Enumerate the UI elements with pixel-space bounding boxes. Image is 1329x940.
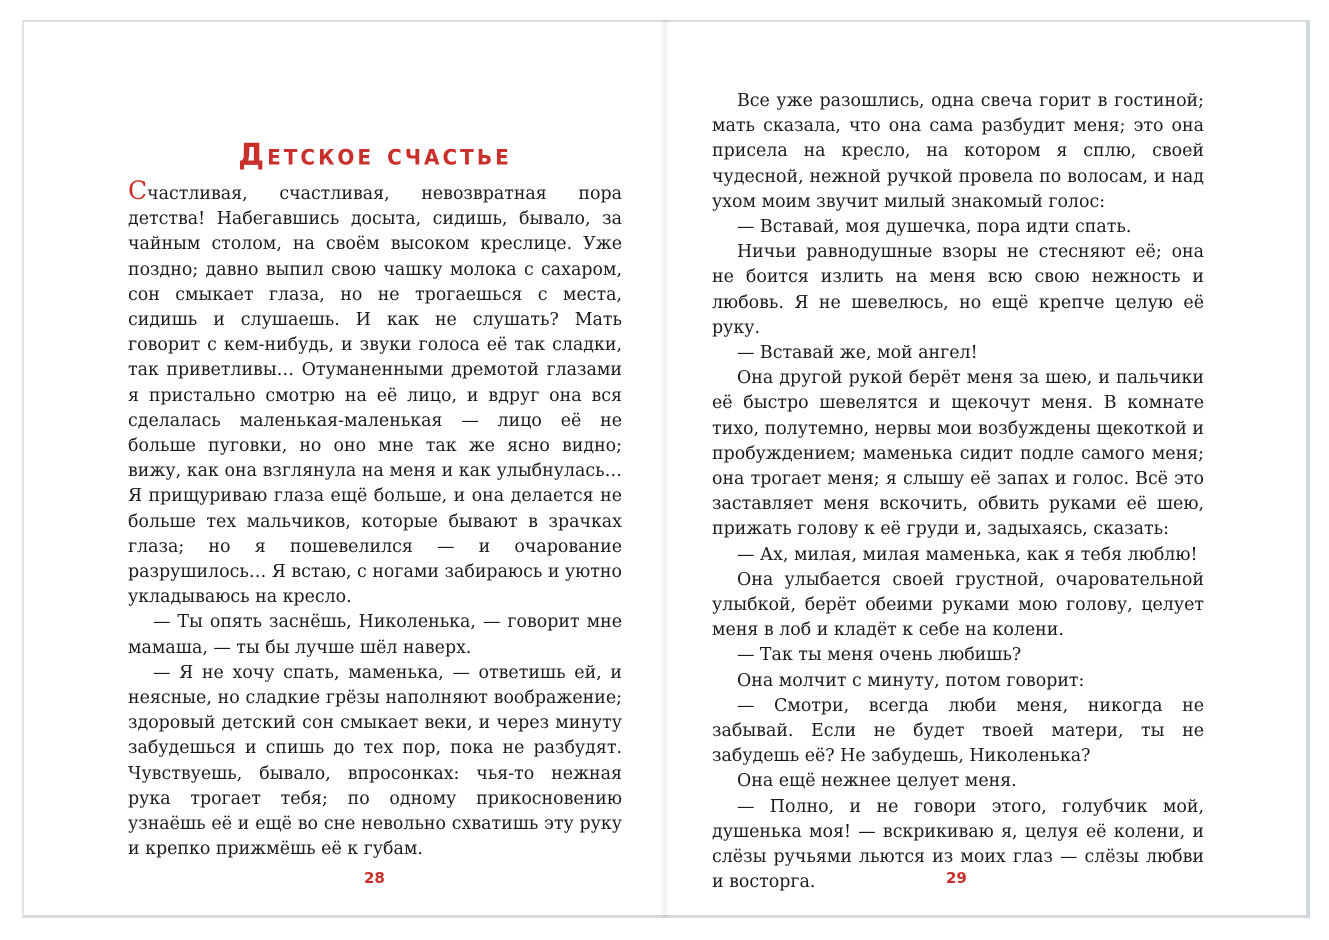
opening-paragraph bbox=[128, 176, 622, 610]
paragraph: — Ты опять заснёшь, Николенька, — говорит мне мамаша, — ты бы лучше шёл наверх. bbox=[128, 612, 622, 658]
paragraph: Ничьи равнодушные взоры не стесняют её; она не боится излить на меня всю свою нежность и любовь. Я не шевелюсь, но ещё крепче целую её руку. bbox=[712, 242, 1204, 338]
paragraph: Она улыбается своей грустной, очаровательной улыбкой, берёт обеими руками мою голову, целует меня в лоб и кладёт к себе на колени. bbox=[712, 569, 1204, 641]
right-page-text bbox=[712, 89, 1204, 896]
paragraph: — Ах, милая, милая маменька, как я тебя люблю! bbox=[737, 544, 1198, 565]
paragraph: — Вставай, моя душечка, пора идти спать. bbox=[737, 217, 1132, 238]
paragraph: — Так ты меня очень любишь? bbox=[737, 645, 1022, 666]
opening-paragraph-text: частливая, счастливая, невозвратная пора детства! Набегавшись досыта, сидишь, бывало, за чайным столом, на своём высоком креслице. Уже поздно; давно выпил свою чашку молока с сахаром, сон смыкает глаза, но не трогаешься с места, сидишь и слушаешь. И как не слушать? Мать говорит с кем-нибудь, и звуки голоса её так сладки, так приветливы… Отуманенными дремотой глазами я пристально смотрю на её лицо, и вдруг она вся сделалась маленькая-маленькая — лицо её не больше пуговки, но оно мне так же ясно видно; вижу, как она взглянула на меня и как улыбнулась… Я прищуриваю глаза ещё больше, и она делается не больше тех мальчиков, которые бывают в зрачках глаза; но я пошевелился — и очарование разрушилось… Я встаю, с ногами забираюсь и уютно укладываюсь на кресло. bbox=[128, 184, 622, 608]
paragraph: — Полно, и не говори этого, голубчик мой, душенька моя! — вскрикиваю я, целуя её колени, и слёзы ручьями льются из моих глаз — слёзы любви и восторга. bbox=[712, 796, 1204, 893]
page-number-right: 29 bbox=[946, 869, 967, 887]
paragraph: — Смотри, всегда люби меня, никогда не забывай. Если не будет твоей матери, ты не забудешь её? Не забудешь, Николенька? bbox=[712, 695, 1204, 767]
paragraph: — Вставай же, мой ангел! bbox=[737, 343, 978, 364]
chapter-title: Детское счастье bbox=[238, 136, 512, 173]
paragraph: Она другой рукой берёт меня за шею, и пальчики её быстро шевелятся и щекочут меня. В комнате тихо, полутемно, нервы мои возбуждены щекоткой и пробуждением; маменька сидит подле самого меня; она трогает меня; я слышу её запах и голос. Всё это заставляет меня вскочить, обвить руками её шею, прижать голову к её груди и, задыхаясь, сказать: bbox=[712, 368, 1204, 540]
paragraph: Она молчит с минуту, потом говорит: bbox=[737, 670, 1085, 691]
paragraph: — Я не хочу спать, маменька, — ответишь ей, и неясные, но сладкие грёзы наполняют воображение; здоровый детский сон смыкает веки, и через минуту забудешься и спишь до тех пор, пока не разбудят. Чувствуешь, бывало, впросонках: чья-то нежная рука трогает тебя; по одному прикосновению узнаёшь её и ещё во сне невольно схватишь эту руку и крепко прижмёшь её к губам. bbox=[128, 662, 622, 860]
paragraph: Все уже разошлись, одна свеча горит в гостиной; мать сказала, что она сама разбудит меня; это она присела на кресло, на котором я сплю, своей чудесной, нежной ручкой провела по волосам, и над ухом моим звучит милый знакомый голос: bbox=[712, 91, 1204, 212]
drop-cap: С bbox=[128, 176, 148, 205]
paragraph: Она ещё нежнее целует меня. bbox=[737, 771, 1017, 792]
page-number-left: 28 bbox=[364, 869, 385, 887]
left-page-text bbox=[128, 176, 622, 862]
book-spine bbox=[660, 20, 670, 918]
